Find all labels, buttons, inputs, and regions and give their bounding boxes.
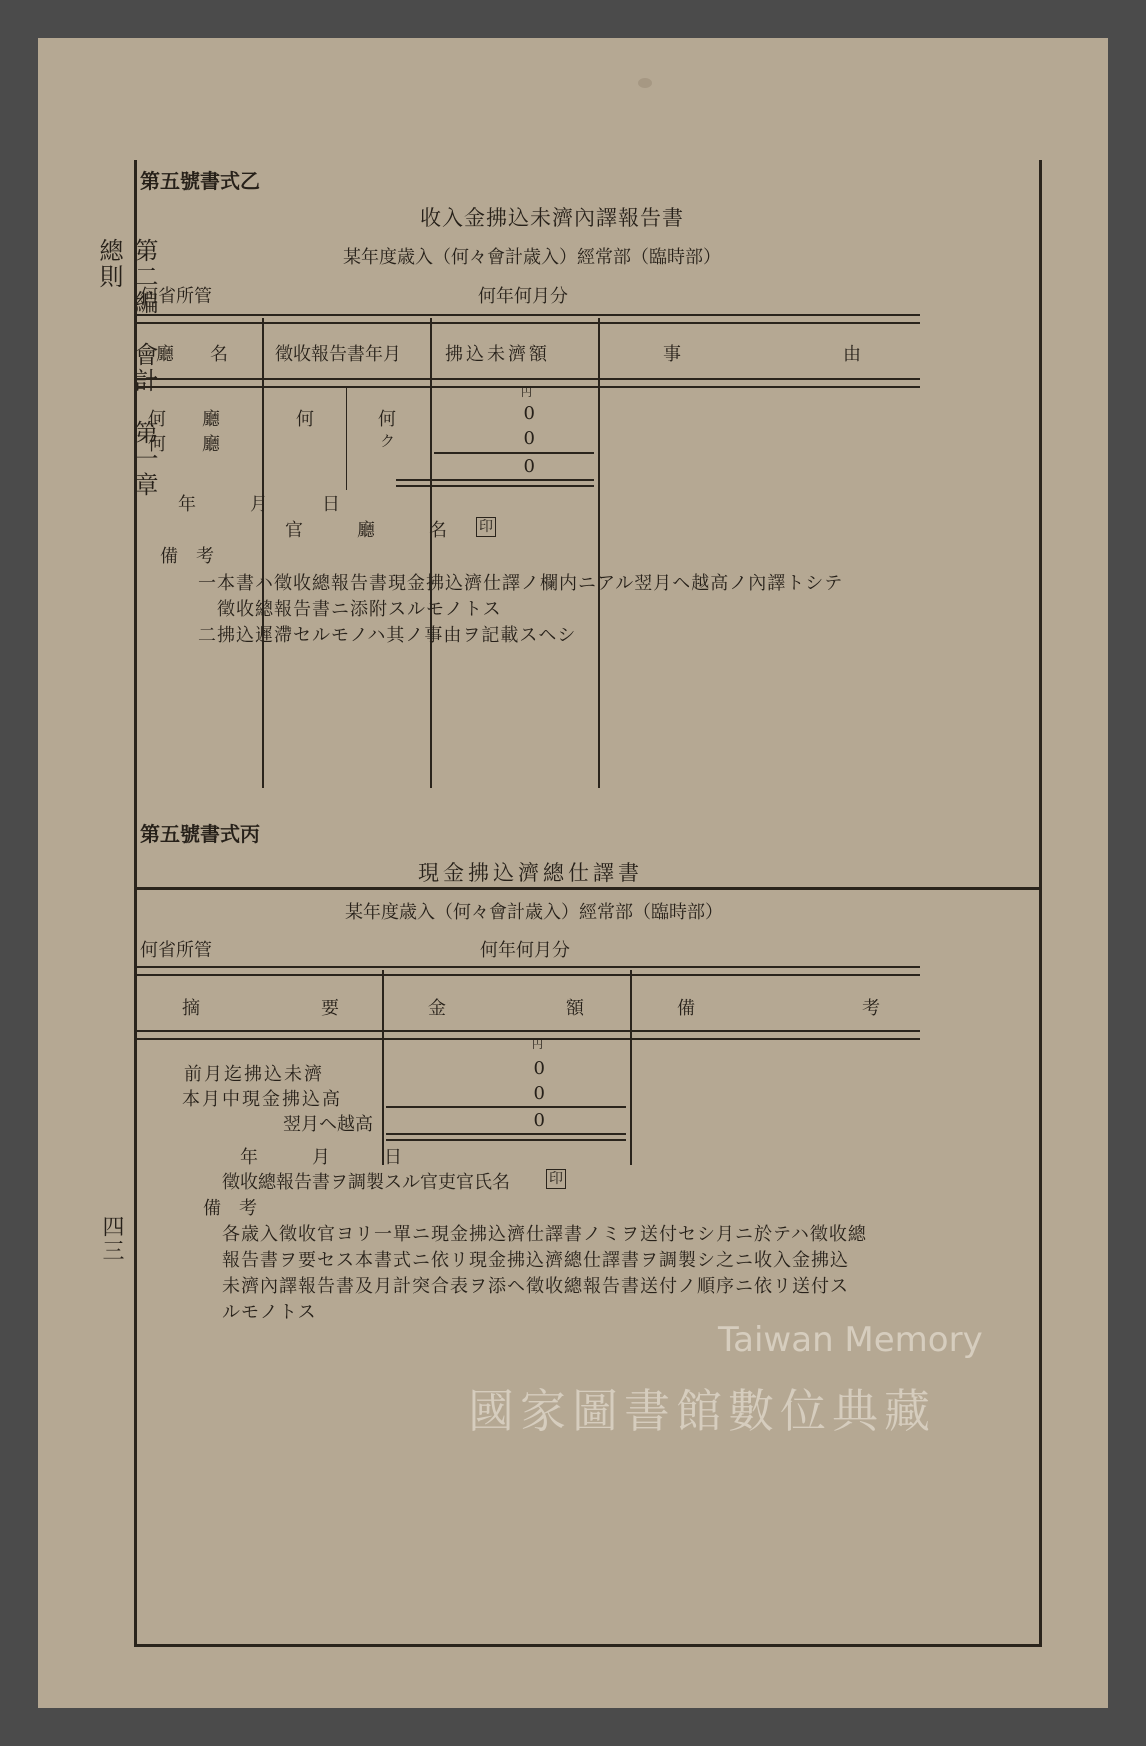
- form-b-period: 何年何月分: [478, 286, 568, 307]
- form-b-total-rule: [396, 479, 594, 487]
- form-c-col-rule-2: [630, 970, 632, 1165]
- page-number: 四三: [99, 1215, 124, 1263]
- form-b-row2-amount: 0: [523, 428, 535, 449]
- form-c-row1-label: 前月迄拂込未濟: [184, 1064, 324, 1085]
- seal-stamp: 印: [476, 517, 496, 537]
- form-c-note-2: 報告書ヲ要セス本書式ニ依リ現金拂込濟總仕譯書ヲ調製シ之ニ收入金拂込: [222, 1250, 849, 1271]
- form-c-col-rule-1a: [382, 970, 384, 1040]
- form-c-seal: [546, 1168, 566, 1189]
- form-c-header-summary-1: 摘: [182, 998, 200, 1019]
- form-b-col-rule-2: [430, 318, 432, 788]
- form-b-note-3: 二拂込遲滯セルモノハ其ノ事由ヲ記載スヘシ: [198, 625, 577, 646]
- form-c-header-remarks-1: 備: [677, 998, 695, 1019]
- form-b-seal: [476, 516, 496, 537]
- form-c-header-summary-2: 要: [321, 998, 339, 1019]
- form-b-subtotal-rule: [434, 452, 594, 454]
- form-c-notes-label: 備 考: [203, 1198, 257, 1219]
- paper-stain: [638, 78, 652, 88]
- form-b-row1-amount: 0: [523, 403, 535, 424]
- form-c-header-amount-1: 金: [428, 998, 446, 1019]
- form-c-row1-amount: 0: [533, 1058, 545, 1079]
- form-c-label: 第五號書式丙: [140, 822, 260, 846]
- seal-stamp: 印: [546, 1169, 566, 1189]
- form-b-notes-label: 備 考: [160, 546, 214, 567]
- form-c-note-3: 未濟內譯報告書及月計突合表ヲ添ヘ徵收總報告書送付ノ順序ニ依リ送付ス: [222, 1276, 849, 1297]
- side-chapter-heading: 第二編 會計 第一章 總則: [95, 238, 158, 524]
- form-b-note-2: 徵收總報告書ニ添附スルモノトス: [198, 599, 502, 620]
- form-b-row2-office: 何 廳: [148, 434, 220, 455]
- form-divider: [134, 887, 1039, 890]
- form-c-subtitle: 某年度歳入（何々會計歳入）經常部（臨時部）: [345, 902, 723, 923]
- form-c-subtotal-rule: [386, 1106, 626, 1108]
- form-b-header-amount: 拂込未濟額: [445, 344, 550, 365]
- form-b-note-1: 一本書ハ徵收總報告書現金拂込濟仕譯ノ欄内ニアル翌月ヘ越高ノ內譯トシテ: [198, 573, 844, 594]
- form-b-row2-month: ク: [380, 432, 396, 450]
- watermark-chinese: 國家圖書館數位典藏: [468, 1384, 936, 1438]
- form-c-row2-label: 本月中現金拂込高: [182, 1089, 342, 1110]
- form-b-date: 年 月 日: [178, 494, 340, 515]
- form-c-ministry: 何省所管: [140, 940, 212, 961]
- form-b-header-top-rule: [137, 314, 920, 324]
- form-c-date: 年 月 日: [240, 1147, 402, 1168]
- form-b-col-rule-3: [598, 318, 600, 788]
- form-b-header-reason-2: 由: [843, 344, 861, 365]
- form-b-total: 0: [523, 456, 535, 477]
- form-b-sign: 官 廳 名: [285, 520, 447, 541]
- form-b-subtitle: 某年度歳入（何々會計歳入）經常部（臨時部）: [343, 247, 721, 268]
- form-c-row3-label: 翌月ヘ越高: [283, 1114, 373, 1135]
- form-b-subcol-rule: [346, 386, 347, 490]
- form-c-header-bottom-rule: [137, 1030, 920, 1040]
- form-c-note-4: ルモノトス: [222, 1302, 317, 1323]
- form-c-header-remarks-2: 考: [862, 998, 880, 1019]
- form-b-col-rule-1: [262, 318, 264, 788]
- form-b-title: 收入金拂込未濟內譯報告書: [420, 206, 684, 230]
- form-b-header-office: 廳 名: [156, 344, 228, 365]
- form-c-note-1: 各歳入徵收官ヨリ一單ニ現金拂込濟仕譯書ノミヲ送付セシ月ニ於テハ徵收總: [222, 1224, 867, 1245]
- form-c-row3-amount: 0: [533, 1110, 545, 1131]
- form-b-label: 第五號書式乙: [140, 169, 260, 193]
- form-b-yen-unit: 円: [521, 386, 532, 399]
- form-c-header-top-rule: [137, 966, 920, 976]
- form-b-ministry: 何省所管: [140, 286, 212, 307]
- form-b-row1-month: 何: [378, 409, 396, 430]
- form-c-row2-amount: 0: [533, 1083, 545, 1104]
- form-b-header-reason-1: 事: [663, 344, 681, 365]
- form-c-header-amount-2: 額: [566, 998, 584, 1019]
- watermark-english: Taiwan Memory: [718, 1320, 983, 1360]
- form-b-row1-office: 何 廳: [148, 409, 220, 430]
- form-c-period: 何年何月分: [480, 940, 570, 961]
- form-c-yen-unit: 円: [532, 1038, 543, 1051]
- form-b-header-report: 徵收報告書年月: [275, 344, 401, 365]
- form-c-sign: 徵收總報告書ヲ調製スル官吏官氏名: [222, 1172, 510, 1193]
- form-c-total-rule: [386, 1133, 626, 1141]
- form-b-row1-year: 何: [296, 409, 314, 430]
- form-c-title: 現金拂込濟總仕譯書: [418, 861, 643, 885]
